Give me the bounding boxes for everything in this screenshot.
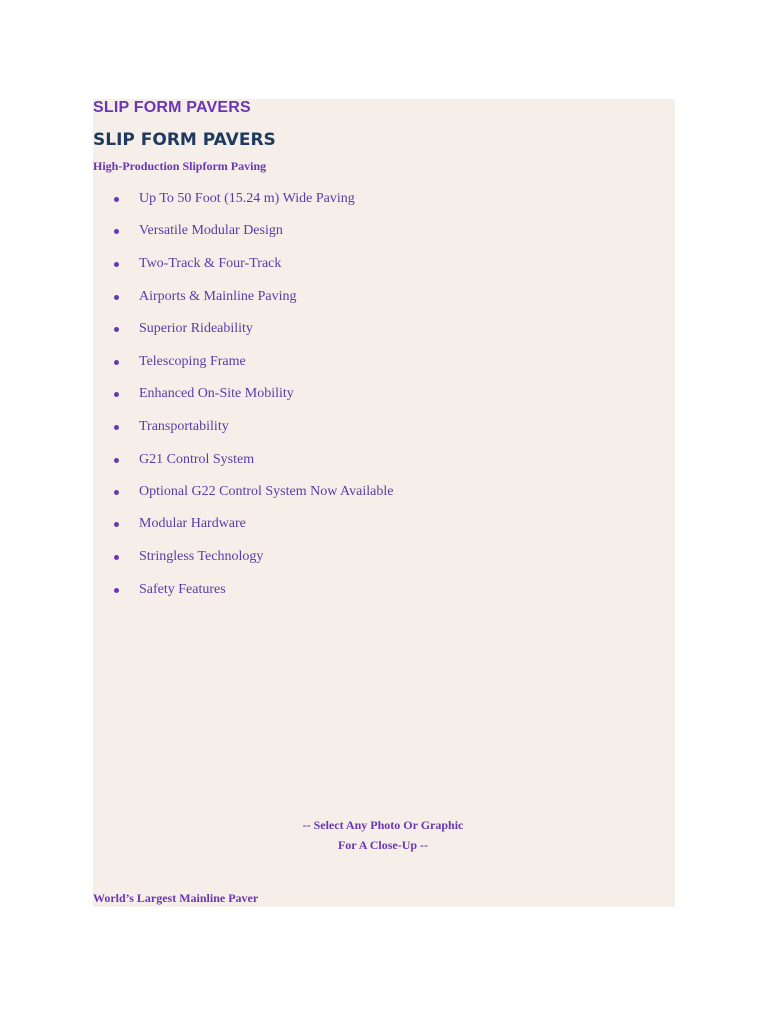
list-item [114, 547, 514, 567]
list-item-label: Enhanced On-Site Mobility [139, 386, 294, 401]
bullet-icon [114, 522, 119, 527]
list-item-label: Versatile Modular Design [139, 223, 283, 238]
list-item [114, 254, 514, 274]
list-item-label: Optional G22 Control System Now Available [139, 484, 394, 499]
bullet-icon [114, 392, 119, 397]
list-item-label: Transportability [139, 419, 229, 434]
gallery-caption-line-1: -- Select Any Photo Or Graphic [302, 818, 464, 832]
bullet-icon [114, 458, 119, 463]
list-item [114, 352, 514, 372]
page-title: SLIP FORM PAVERS [93, 130, 276, 150]
list-item-label: Telescoping Frame [139, 354, 246, 369]
list-item-label: Superior Rideability [139, 321, 253, 336]
list-item-label: Two-Track & Four-Track [139, 256, 282, 271]
list-item-label: Up To 50 Foot (15.24 m) Wide Paving [139, 191, 355, 206]
list-item [114, 482, 514, 502]
list-item [114, 221, 514, 241]
list-item-label: Stringless Technology [139, 549, 264, 564]
list-item-label: Airports & Mainline Paving [139, 289, 297, 304]
list-item-label: Safety Features [139, 582, 226, 597]
list-item [114, 450, 514, 470]
bullet-icon [114, 327, 119, 332]
bullet-icon [114, 490, 119, 495]
bullet-icon [114, 295, 119, 300]
list-item-label: Modular Hardware [139, 516, 246, 531]
gallery-caption-line-2: For A Close-Up -- [337, 838, 429, 852]
section-heading: World’s Largest Mainline Paver [93, 891, 259, 905]
bullet-icon [114, 262, 119, 267]
list-item [114, 417, 514, 437]
list-item [114, 580, 514, 600]
bullet-icon [114, 197, 119, 202]
bullet-icon [114, 588, 119, 593]
page-title-small: SLIP FORM PAVERS [93, 99, 251, 116]
list-item [114, 189, 514, 209]
list-item [114, 514, 514, 534]
bullet-icon [114, 425, 119, 430]
bullet-icon [114, 229, 119, 234]
list-item [114, 287, 514, 307]
list-item [114, 384, 514, 404]
gallery-panel [93, 598, 675, 907]
list-item-label: G21 Control System [139, 452, 255, 467]
bullet-icon [114, 360, 119, 365]
bullet-icon [114, 555, 119, 560]
list-item [114, 319, 514, 339]
subtitle: High-Production Slipform Paving [93, 159, 267, 173]
